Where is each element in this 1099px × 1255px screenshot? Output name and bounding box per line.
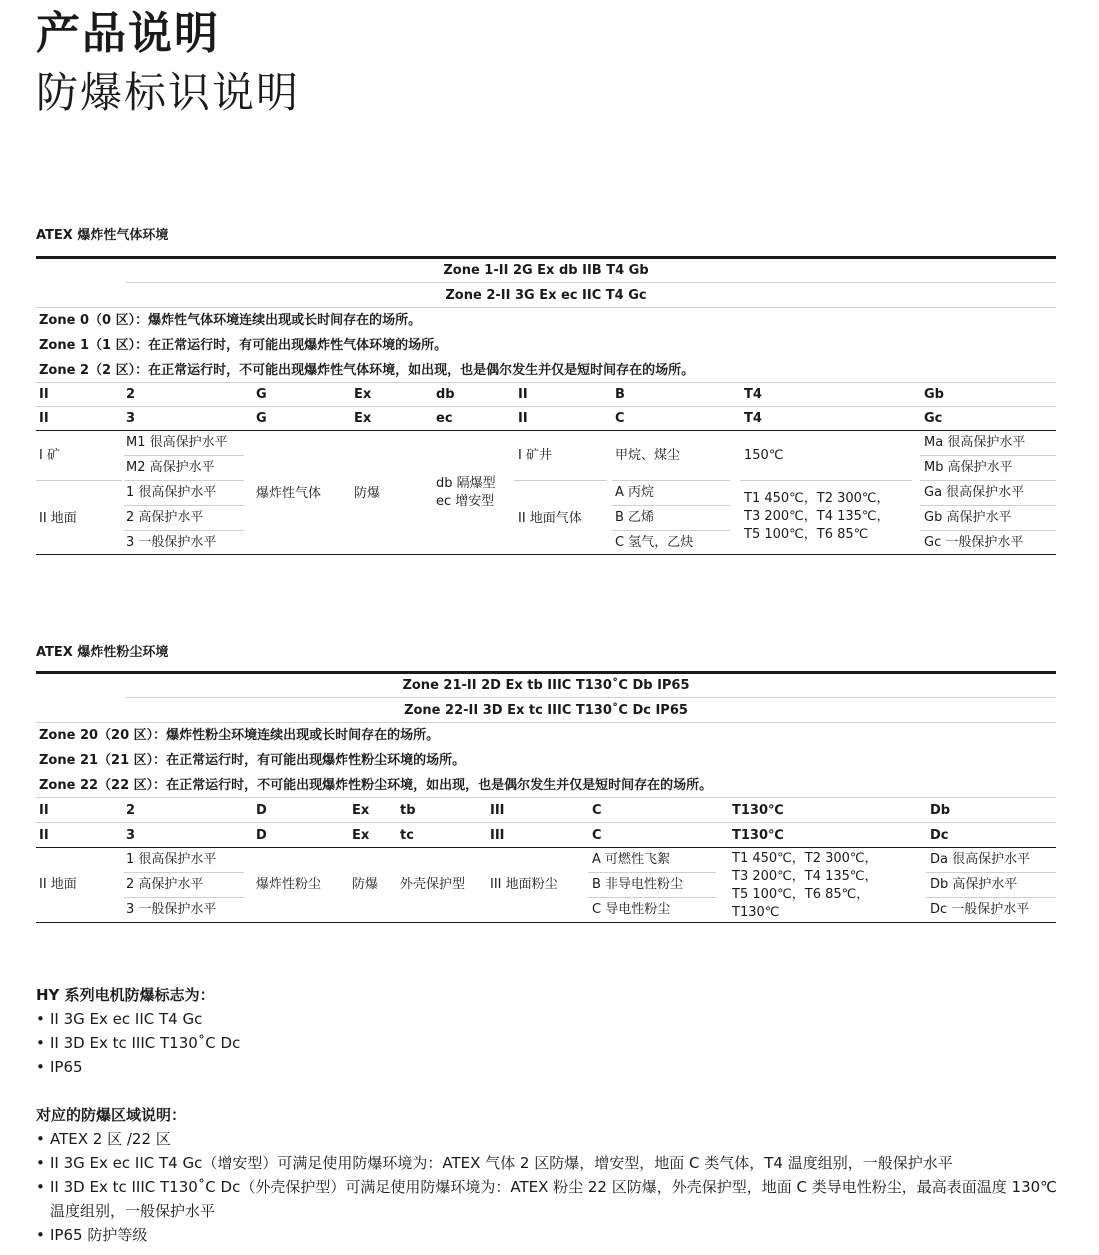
dust-group-label: III 地面粉尘 [490, 877, 558, 892]
gas-code-group: II [39, 387, 49, 402]
dust-zone-21: Zone 21（21 区）：在正常运行时，有可能出现爆炸性粉尘环境的场所。 [39, 753, 466, 768]
dust-code-atmosphere: D [256, 828, 267, 843]
gas-code-protection: db [436, 387, 455, 402]
list-item: • IP65 防护等级 [36, 1223, 1066, 1247]
gas-epl-surface: 1 很高保护水平 [126, 485, 217, 500]
dust-code-ex: Ex [352, 828, 370, 843]
gas-code-temp: T4 [744, 387, 762, 402]
dust-zone-20: Zone 20（20 区）：爆炸性粉尘环境连续出现或长时间存在的场所。 [39, 728, 440, 743]
marking-notes-title: HY 系列电机防爆标志为： [36, 986, 215, 1004]
gas-group-mine: I 矿 [39, 448, 60, 463]
gas-zone-2: Zone 2（2 区）：在正常运行时，不可能出现爆炸性气体环境，如出现，也是偶尔发生并仅是短时间存在的场所。 [39, 363, 695, 378]
gas-code-ex: Ex [354, 411, 372, 426]
dust-table [36, 671, 1056, 926]
gas-group-surface-label: II 地面气体 [518, 511, 582, 526]
list-item: • IP65 [36, 1055, 1066, 1079]
gas-epl-surface: 3 一般保护水平 [126, 535, 217, 550]
dust-epl-surface: 1 很高保护水平 [126, 852, 217, 867]
gas-marking-2: Zone 2-II 3G Ex ec IIC T4 Gc [445, 288, 647, 303]
dust-code-ex: Ex [352, 803, 370, 818]
dust-code-category: 3 [126, 828, 136, 843]
gas-epl-mb: Mb 高保护水平 [924, 460, 1013, 475]
dust-marking-2: Zone 22-II 3D Ex tc IIIC T130˚C Dc IP65 [404, 703, 688, 718]
zone-notes-title: 对应的防爆区域说明： [36, 1106, 187, 1124]
gas-code-subgroup: B [615, 387, 625, 402]
gas-group-mine-label: I 矿井 [518, 448, 552, 463]
dust-ex-label: 防爆 [352, 877, 379, 892]
gas-section-title: ATEX 爆炸性气体环境 [36, 228, 169, 243]
gas-epl-ma: Ma 很高保护水平 [924, 435, 1026, 450]
dust-subgroup-b: B 非导电性粉尘 [592, 877, 684, 892]
gas-code-atmosphere: G [256, 411, 267, 426]
gas-zone-0: Zone 0（0 区）：爆炸性气体环境连续出现或长时间存在的场所。 [39, 313, 422, 328]
dust-epl-surface: 2 高保护水平 [126, 877, 204, 892]
dust-code-subgroup: C [592, 803, 602, 818]
gas-epl-ga: Ga 很高保护水平 [924, 485, 1025, 500]
dust-code-epl: Db [930, 803, 951, 818]
gas-temp-mine: 150℃ [744, 448, 784, 463]
dust-epl-dc: Dc 一般保护水平 [930, 902, 1030, 917]
page-title: 产品说明 [36, 8, 220, 59]
dust-code-group: II [39, 803, 49, 818]
dust-code-dust-group: III [490, 828, 505, 843]
dust-epl-surface: 3 一般保护水平 [126, 902, 217, 917]
gas-table [36, 256, 1056, 556]
gas-code-category: 2 [126, 387, 136, 402]
list-item: • II 3G Ex ec IIC T4 Gc（增安型）可满足使用防爆环境为：ATEX 气体 2 区防爆，增安型，地面 C 类气体，T4 温度组别，一般保护水平 [36, 1151, 1066, 1175]
dust-code-temp: T130℃ [732, 828, 784, 843]
gas-epl-gb: Gb 高保护水平 [924, 510, 1012, 525]
gas-code-category: 3 [126, 411, 136, 426]
gas-temp-classes: T1 450℃，T2 300℃， T3 200℃，T4 135℃， T5 100℃，T6 85℃ [744, 491, 890, 542]
dust-epl-db: Db 高保护水平 [930, 877, 1018, 892]
dust-code-category: 2 [126, 803, 136, 818]
gas-epl-mine: M1 很高保护水平 [126, 435, 228, 450]
dust-code-temp: T130℃ [732, 803, 784, 818]
gas-protection-ec: ec 增安型 [436, 494, 495, 509]
zone-notes [36, 1103, 1066, 1247]
gas-code-atmosphere: G [256, 387, 267, 402]
gas-code-subgroup: C [615, 411, 625, 426]
gas-atmosphere-label: 爆炸性气体 [256, 486, 322, 501]
gas-epl-surface: 2 高保护水平 [126, 510, 204, 525]
gas-code-gas-group: II [518, 387, 528, 402]
page-subtitle: 防爆标识说明 [36, 68, 301, 117]
gas-code-temp: T4 [744, 411, 762, 426]
dust-atmosphere-label: 爆炸性粉尘 [256, 877, 322, 892]
dust-group-surface: II 地面 [39, 877, 77, 892]
gas-protection-db: db 隔爆型 [436, 476, 496, 491]
gas-code-epl: Gb [924, 387, 944, 402]
dust-code-group: II [39, 828, 49, 843]
dust-protection-label: 外壳保护型 [400, 877, 466, 892]
dust-code-atmosphere: D [256, 803, 267, 818]
dust-code-epl: Dc [930, 828, 949, 843]
dust-temp-classes: T1 450℃，T2 300℃， T3 200℃，T4 135℃， T5 100℃，T6 85℃， T130℃ [732, 851, 878, 920]
gas-code-epl: Gc [924, 411, 943, 426]
dust-code-protection: tc [400, 828, 414, 843]
gas-subgroup-mine: 甲烷、煤尘 [615, 448, 681, 463]
dust-subgroup-a: A 可燃性飞絮 [592, 852, 671, 867]
gas-group-surface: II 地面 [39, 511, 77, 526]
marking-notes [36, 983, 1066, 1079]
dust-code-dust-group: III [490, 803, 505, 818]
dust-code-protection: tb [400, 803, 416, 818]
list-item: • II 3G Ex ec IIC T4 Gc [36, 1007, 1066, 1031]
gas-subgroup-a: A 丙烷 [615, 485, 655, 500]
gas-zone-1: Zone 1（1 区）：在正常运行时，有可能出现爆炸性气体环境的场所。 [39, 338, 448, 353]
dust-zone-22: Zone 22（22 区）：在正常运行时，不可能出现爆炸性粉尘环境，如出现，也是偶尔发生并仅是短时间存在的场所。 [39, 778, 713, 793]
gas-code-group: II [39, 411, 49, 426]
list-item: • II 3D Ex tc IIIC T130˚C Dc [36, 1031, 1066, 1055]
gas-subgroup-b: B 乙烯 [615, 510, 655, 525]
gas-code-gas-group: II [518, 411, 528, 426]
dust-section-title: ATEX 爆炸性粉尘环境 [36, 645, 169, 660]
list-item: • II 3D Ex tc IIIC T130˚C Dc（外壳保护型）可满足使用防爆环境为：ATEX 粉尘 22 区防爆，外壳保护型，地面 C 类导电性粉尘，最高表面温度 130℃温度组别，一般保护水平 [36, 1175, 1066, 1223]
dust-marking-1: Zone 21-II 2D Ex tb IIIC T130˚C Db IP65 [402, 678, 690, 693]
dust-code-subgroup: C [592, 828, 602, 843]
gas-epl-mine: M2 高保护水平 [126, 460, 215, 475]
gas-epl-gc: Gc 一般保护水平 [924, 535, 1024, 550]
gas-code-protection: ec [436, 411, 453, 426]
dust-epl-da: Da 很高保护水平 [930, 852, 1031, 867]
gas-marking-1: Zone 1-II 2G Ex db IIB T4 Gb [443, 263, 649, 278]
list-item: • ATEX 2 区 /22 区 [36, 1127, 1066, 1151]
gas-code-ex: Ex [354, 387, 372, 402]
dust-subgroup-c: C 导电性粉尘 [592, 902, 671, 917]
gas-subgroup-c: C 氢气，乙炔 [615, 535, 694, 550]
gas-ex-label: 防爆 [354, 486, 381, 501]
